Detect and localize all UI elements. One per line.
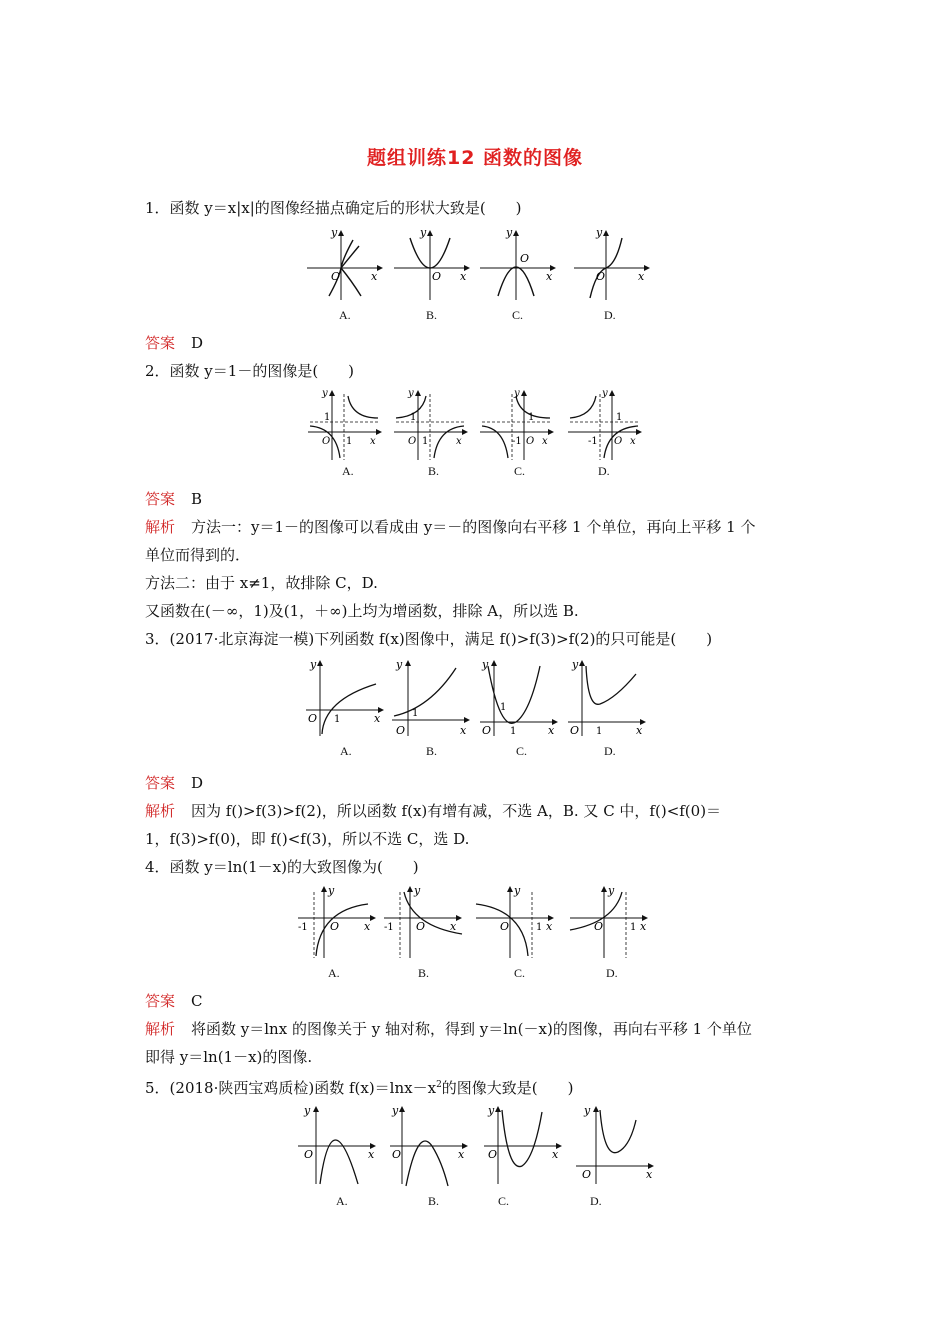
caption-c: C. xyxy=(498,1194,510,1208)
q4-explanation-2: 即得 y＝ln(1－x)的图像. xyxy=(145,1048,313,1066)
q4-answer: 答案 C xyxy=(145,992,203,1010)
q1-graph-b xyxy=(392,226,472,322)
q3-graph-c xyxy=(478,658,560,758)
svg-text:O: O xyxy=(322,436,331,447)
svg-text:x: x xyxy=(450,920,457,933)
svg-text:x: x xyxy=(368,1148,375,1161)
q4-graph-c xyxy=(474,884,556,980)
caption-d: D. xyxy=(606,966,618,980)
svg-text:x: x xyxy=(638,270,645,283)
svg-text:1: 1 xyxy=(324,412,331,423)
answer-label: 答案 xyxy=(145,334,176,352)
svg-text:y: y xyxy=(596,226,603,239)
q2-graph-a xyxy=(306,388,384,478)
svg-text:y: y xyxy=(488,1104,495,1117)
question-4: 4．函数 y＝ln(1－x)的大致图像为( ) xyxy=(145,858,419,876)
svg-text:y: y xyxy=(514,884,521,897)
q3-graph-a xyxy=(304,658,386,758)
svg-text:O: O xyxy=(526,436,535,447)
question-2: 2．函数 y＝1－的图像是( ) xyxy=(145,362,355,380)
caption-c: C. xyxy=(514,464,526,478)
svg-text:x: x xyxy=(640,920,647,933)
svg-text:x: x xyxy=(548,724,555,737)
svg-text:x: x xyxy=(460,724,467,737)
svg-text:1: 1 xyxy=(422,436,429,447)
svg-text:-1: -1 xyxy=(512,436,522,447)
caption-d: D. xyxy=(604,744,616,758)
svg-text:1: 1 xyxy=(346,436,353,447)
caption-a: A. xyxy=(340,744,352,758)
svg-text:y: y xyxy=(392,1104,399,1117)
q4-graph-d xyxy=(568,884,650,980)
svg-text:y: y xyxy=(328,884,335,897)
svg-text:O: O xyxy=(594,920,604,933)
svg-text:y: y xyxy=(506,226,513,239)
svg-text:x: x xyxy=(456,436,462,447)
svg-text:O: O xyxy=(392,1148,402,1161)
svg-text:x: x xyxy=(636,724,643,737)
svg-text:x: x xyxy=(371,270,378,283)
svg-text:y: y xyxy=(602,388,608,399)
caption-c: C. xyxy=(516,744,528,758)
svg-text:O: O xyxy=(432,270,442,283)
svg-text:O: O xyxy=(614,436,623,447)
svg-text:1: 1 xyxy=(412,708,419,719)
svg-text:y: y xyxy=(572,658,579,671)
svg-text:y: y xyxy=(331,226,338,239)
q5-graph-b xyxy=(388,1104,470,1208)
caption-c: C. xyxy=(512,308,524,322)
svg-text:y: y xyxy=(482,658,489,671)
q2-graph-c xyxy=(478,388,556,478)
svg-text:O: O xyxy=(520,252,530,265)
svg-text:y: y xyxy=(408,388,414,399)
caption-b: B. xyxy=(426,308,438,322)
svg-text:x: x xyxy=(542,436,548,447)
question-3: 3．(2017·北京海淀一模)下列函数 f(x)图像中，满足 f()>f(3)>f(2)的只可能是( ) xyxy=(145,630,713,648)
caption-b: B. xyxy=(428,464,440,478)
q1-answer xyxy=(145,333,203,353)
svg-text:O: O xyxy=(416,920,426,933)
caption-a: A. xyxy=(342,464,354,478)
q1-graph-a xyxy=(305,226,385,322)
q3-graph-b xyxy=(390,658,472,758)
svg-text:y: y xyxy=(310,658,317,671)
q3-explanation-1: 解析 因为 f()>f(3)>f(2)，所以函数 f(x)有增有减，不选 A，B. 又 C 中，f()<f(0)＝ xyxy=(145,802,722,820)
q2-explanation-4: 又函数在(－∞，1)及(1，＋∞)上均为增函数，排除 A，所以选 B. xyxy=(145,602,579,620)
svg-text:O: O xyxy=(308,712,318,725)
q2-explanation-3: 方法二：由于 x≠1，故排除 C，D. xyxy=(145,574,378,592)
svg-text:O: O xyxy=(570,724,580,737)
svg-text:y: y xyxy=(322,388,328,399)
caption-a: A. xyxy=(328,966,340,980)
svg-text:-1: -1 xyxy=(298,922,308,933)
q5-graph-c xyxy=(482,1104,564,1208)
svg-text:O: O xyxy=(582,1168,592,1181)
svg-text:O: O xyxy=(330,920,340,933)
svg-text:1: 1 xyxy=(616,412,623,423)
q3-graph-d xyxy=(566,658,648,758)
question-5: 5．(2018·陕西宝鸡质检)函数 $f(x)=\ln x-x^2$的图像大致是( ) xyxy=(145,1079,574,1097)
svg-text:O: O xyxy=(500,920,510,933)
q1-graph-c xyxy=(478,226,558,322)
svg-text:x: x xyxy=(646,1168,653,1181)
svg-text:x: x xyxy=(364,920,371,933)
svg-text:1: 1 xyxy=(630,922,637,933)
svg-text:1: 1 xyxy=(536,922,543,933)
q2-answer: 答案 B xyxy=(145,490,203,508)
svg-text:x: x xyxy=(374,712,381,725)
svg-text:O: O xyxy=(488,1148,498,1161)
svg-text:y: y xyxy=(608,884,615,897)
q5-graph-d xyxy=(574,1104,656,1208)
answer-value: D xyxy=(191,334,204,352)
q3-answer: 答案 D xyxy=(145,774,204,792)
svg-text:1: 1 xyxy=(596,726,603,737)
q2-graph-b xyxy=(392,388,470,478)
q2-explanation-2: 单位而得到的． xyxy=(145,546,251,564)
svg-text:y: y xyxy=(304,1104,311,1117)
svg-text:1: 1 xyxy=(334,714,341,725)
caption-d: D. xyxy=(590,1194,602,1208)
svg-text:-1: -1 xyxy=(384,922,394,933)
caption-c: C. xyxy=(514,966,526,980)
q4-graph-b xyxy=(382,884,464,980)
svg-text:y: y xyxy=(396,658,403,671)
svg-text:x: x xyxy=(552,1148,559,1161)
svg-text:O: O xyxy=(482,724,492,737)
caption-b: B. xyxy=(426,744,438,758)
axis-origin: O xyxy=(331,270,341,283)
svg-text:1: 1 xyxy=(500,702,507,713)
question-1: 1．函数 y＝x|x|的图像经描点确定后的形状大致是( ) xyxy=(145,199,522,217)
caption-d: D. xyxy=(598,464,610,478)
svg-text:1: 1 xyxy=(510,726,517,737)
caption-b: B. xyxy=(428,1194,440,1208)
q4-explanation-1: 解析 将函数 y＝lnx 的图像关于 y 轴对称，得到 y＝ln(－x)的图像，再向右平移 1 个单位 xyxy=(145,1020,752,1038)
svg-text:x: x xyxy=(370,436,376,447)
svg-text:x: x xyxy=(630,436,636,447)
svg-text:y: y xyxy=(420,226,427,239)
svg-text:x: x xyxy=(546,270,553,283)
svg-text:x: x xyxy=(460,270,467,283)
svg-text:O: O xyxy=(408,436,417,447)
svg-text:x: x xyxy=(546,920,553,933)
q2-graph-d xyxy=(566,388,644,478)
page-title: 题组训练12 函数的图像 xyxy=(366,147,584,169)
svg-text:1: 1 xyxy=(410,412,417,423)
svg-text:O: O xyxy=(596,270,606,283)
caption-d: D. xyxy=(604,308,616,322)
q1-graph-d xyxy=(572,226,652,322)
q3-explanation-2: 1，f(3)>f(0)，即 f()<f(3)，所以不选 C，选 D. xyxy=(145,830,470,848)
svg-text:1: 1 xyxy=(528,412,535,423)
q2-explanation-1: 解析 方法一：y＝1－的图像可以看成由 y＝－的图像向右平移 1 个单位，再向上平移 1 个 xyxy=(145,518,756,536)
svg-text:O: O xyxy=(396,724,406,737)
svg-text:-1: -1 xyxy=(588,436,598,447)
svg-text:y: y xyxy=(584,1104,591,1117)
q4-graph-a xyxy=(296,884,378,980)
svg-text:y: y xyxy=(514,388,520,399)
caption-b: B. xyxy=(418,966,430,980)
caption-a: A. xyxy=(336,1194,348,1208)
svg-text:y: y xyxy=(414,884,421,897)
svg-text:x: x xyxy=(458,1148,465,1161)
caption-a: A. xyxy=(339,308,351,322)
svg-text:O: O xyxy=(304,1148,314,1161)
q5-graph-a xyxy=(296,1104,378,1208)
